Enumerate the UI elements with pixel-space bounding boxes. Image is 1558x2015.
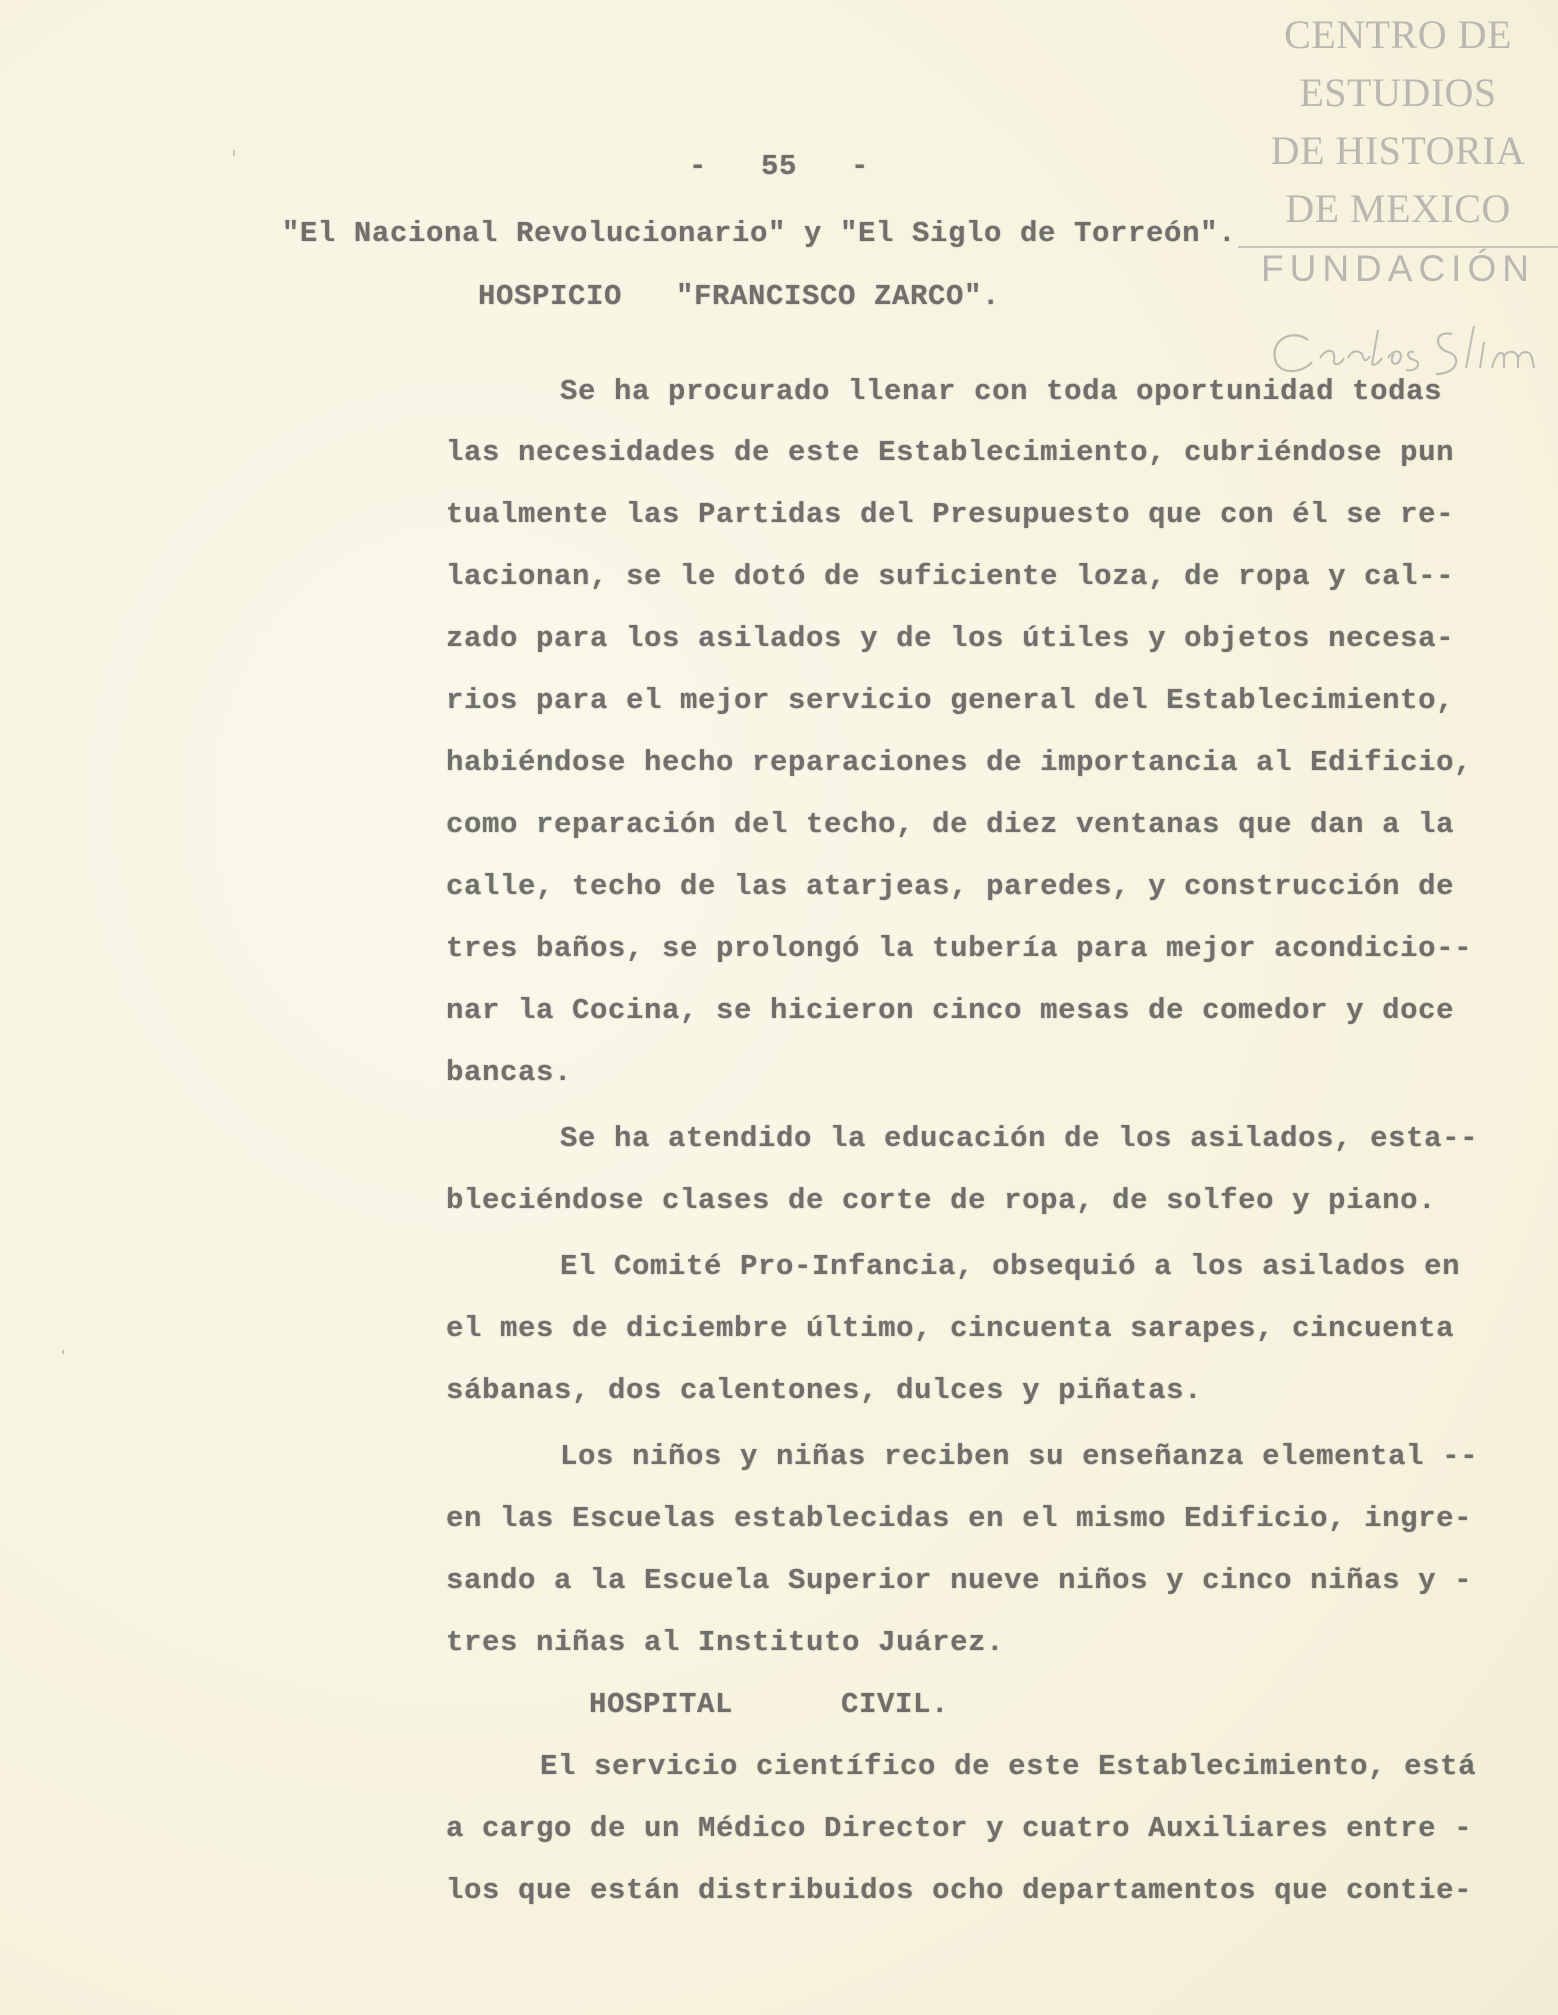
paper-speck (233, 150, 235, 156)
paragraph-line: nar la Cocina, se hicieron cinco mesas de comedor y doce (446, 994, 1455, 1027)
watermark-line: DE MEXICO (1285, 186, 1511, 231)
paragraph-line: Se ha atendido la educación de los asilados, esta-- (560, 1122, 1479, 1155)
paragraph-line: zado para los asilados y de los útiles y objetos necesa- (446, 622, 1455, 655)
paragraph-line: los que están distribuidos ocho departamentos que contie- (446, 1874, 1473, 1907)
paragraph-line: rios para el mejor servicio general del Establecimiento, (446, 684, 1455, 717)
paragraph-line: a cargo de un Médico Director y cuatro Auxiliares entre - (446, 1812, 1473, 1845)
section-title-hospital: HOSPITAL CIVIL. (588, 1688, 950, 1721)
paragraph-line: calle, techo de las atarjeas, paredes, y construcción de (446, 870, 1455, 903)
watermark-line: ESTUDIOS (1299, 70, 1497, 115)
archive-watermark (1238, 6, 1558, 390)
paragraph-line: en las Escuelas establecidas en el mismo Edificio, ingre- (446, 1502, 1473, 1535)
page-number: - 55 - (688, 150, 870, 183)
paragraph-line: El servicio científico de este Establecimiento, está (540, 1750, 1477, 1783)
paragraph-line: el mes de diciembre último, cincuenta sarapes, cincuenta (446, 1312, 1455, 1345)
paragraph-line: tres niñas al Instituto Juárez. (446, 1626, 1005, 1659)
paragraph-line: El Comité Pro-Infancia, obsequió a los asilados en (560, 1250, 1461, 1283)
heading-line: "El Nacional Revolucionario" y "El Siglo de Torreón". (281, 217, 1237, 250)
paragraph-line: habiéndose hecho reparaciones de importancia al Edificio, (446, 746, 1473, 779)
paragraph-line: como reparación del techo, de diez ventanas que dan a la (446, 808, 1455, 841)
paragraph-line: Se ha procurado llenar con toda oportunidad todas (560, 375, 1443, 408)
paragraph-line: tres baños, se prolongó la tubería para mejor acondicio-- (446, 932, 1473, 965)
paragraph-line: sando a la Escuela Superior nueve niños y cinco niñas y - (446, 1564, 1473, 1597)
paragraph-line: las necesidades de este Establecimiento, cubriéndose pun (446, 436, 1455, 469)
watermark-line: DE HISTORIA (1270, 128, 1526, 173)
watermark-foundation: FUNDACIÓN (1261, 248, 1535, 289)
paragraph-line: lacionan, se le dotó de suficiente loza, de ropa y cal-- (446, 560, 1455, 593)
paper-speck (62, 1350, 64, 1354)
paragraph-line: bancas. (446, 1056, 573, 1089)
section-title-hospicio: HOSPICIO "FRANCISCO ZARCO". (477, 280, 1001, 313)
paragraph-line: bleciéndose clases de corte de ropa, de solfeo y piano. (446, 1184, 1437, 1217)
paragraph-line: tualmente las Partidas del Presupuesto que con él se re- (446, 498, 1455, 531)
paragraph-line: sábanas, dos calentones, dulces y piñatas. (446, 1374, 1203, 1407)
watermark-line: CENTRO DE (1284, 12, 1512, 57)
paragraph-line: Los niños y niñas reciben su enseñanza elemental -- (560, 1440, 1479, 1473)
